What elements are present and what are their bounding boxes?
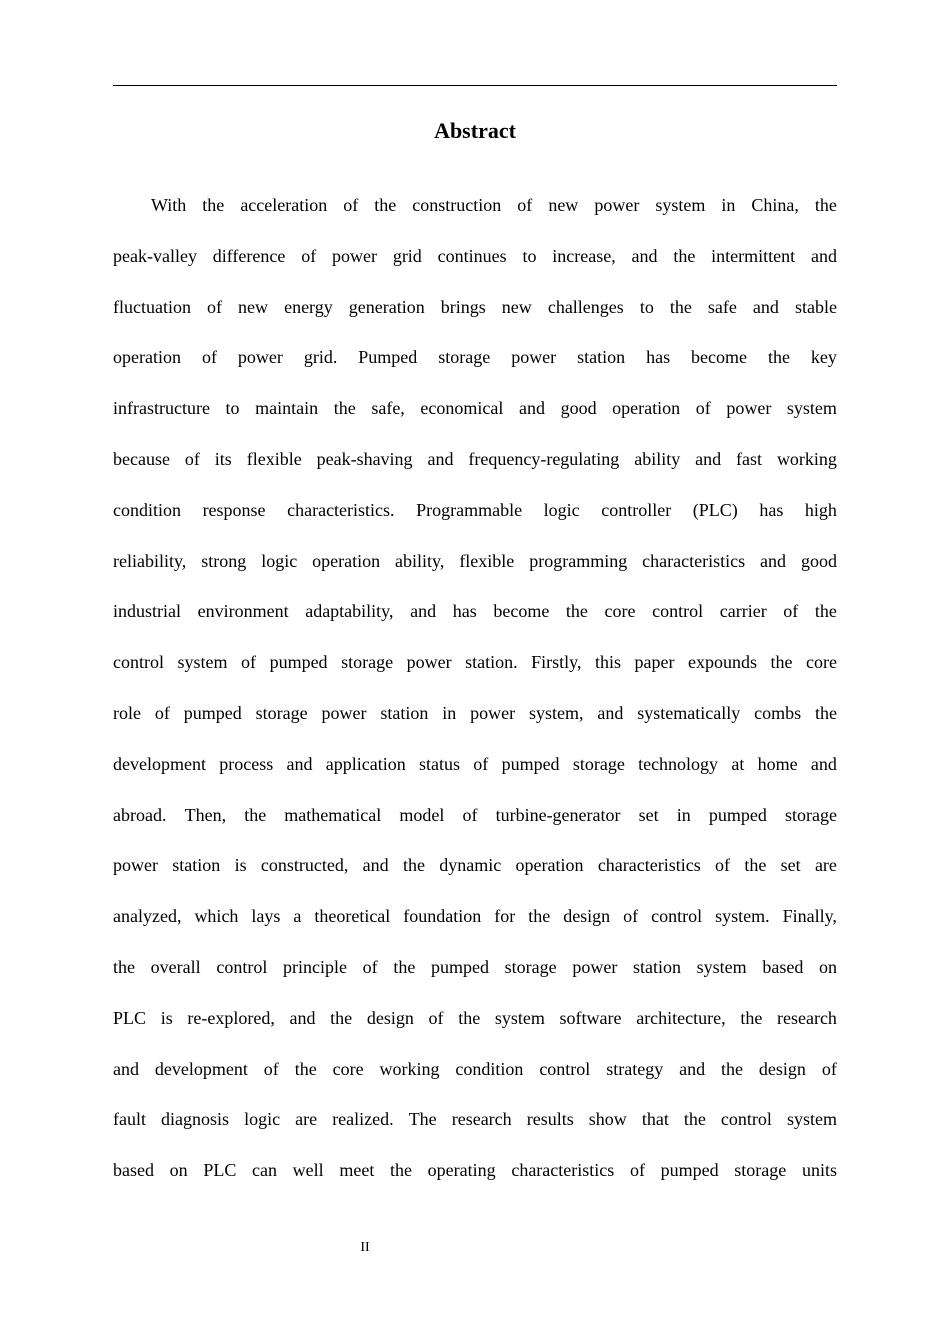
abstract-line: peak-valley difference of power grid continues to increase, and the intermittent and bbox=[113, 245, 837, 266]
abstract-line: infrastructure to maintain the safe, economical and good operation of power system bbox=[113, 398, 837, 419]
abstract-line: because of its flexible peak-shaving and frequency-regulating ability and fast working bbox=[113, 448, 837, 469]
abstract-line: development process and application status of pumped storage technology at home and bbox=[113, 753, 837, 774]
abstract-line: role of pumped storage power station in power system, and systematically combs the bbox=[113, 702, 837, 723]
abstract-line: reliability, strong logic operation ability, flexible programming characteristics and good bbox=[113, 550, 837, 571]
abstract-line: PLC is re-explored, and the design of the system software architecture, the research bbox=[113, 1007, 837, 1028]
abstract-line: operation of power grid. Pumped storage power station has become the key bbox=[113, 347, 837, 368]
abstract-paragraph bbox=[113, 180, 837, 1190]
abstract-line: and development of the core working condition control strategy and the design of bbox=[113, 1058, 837, 1079]
abstract-line: With the acceleration of the construction of new power system in China, the bbox=[151, 195, 837, 215]
header-rule bbox=[113, 85, 837, 86]
abstract-line: abroad. Then, the mathematical model of turbine-generator set in pumped storage bbox=[113, 804, 837, 825]
abstract-line: power station is constructed, and the dynamic operation characteristics of the set are bbox=[113, 855, 837, 876]
page-number: II bbox=[360, 1240, 370, 1255]
abstract-line: industrial environment adaptability, and has become the core control carrier of the bbox=[113, 601, 837, 622]
abstract-line: condition response characteristics. Programmable logic controller (PLC) has high bbox=[113, 499, 837, 520]
abstract-line: based on PLC can well meet the operating characteristics of pumped storage units bbox=[113, 1160, 837, 1181]
abstract-line: fault diagnosis logic are realized. The research results show that the control system bbox=[113, 1109, 837, 1130]
page-title: Abstract bbox=[434, 118, 516, 143]
abstract-line: the overall control principle of the pumped storage power station system based on bbox=[113, 956, 837, 977]
abstract-line: fluctuation of new energy generation brings new challenges to the safe and stable bbox=[113, 296, 837, 317]
abstract-line: analyzed, which lays a theoretical foundation for the design of control system. Finally, bbox=[113, 906, 837, 927]
abstract-line: control system of pumped storage power station. Firstly, this paper expounds the core bbox=[113, 652, 837, 673]
